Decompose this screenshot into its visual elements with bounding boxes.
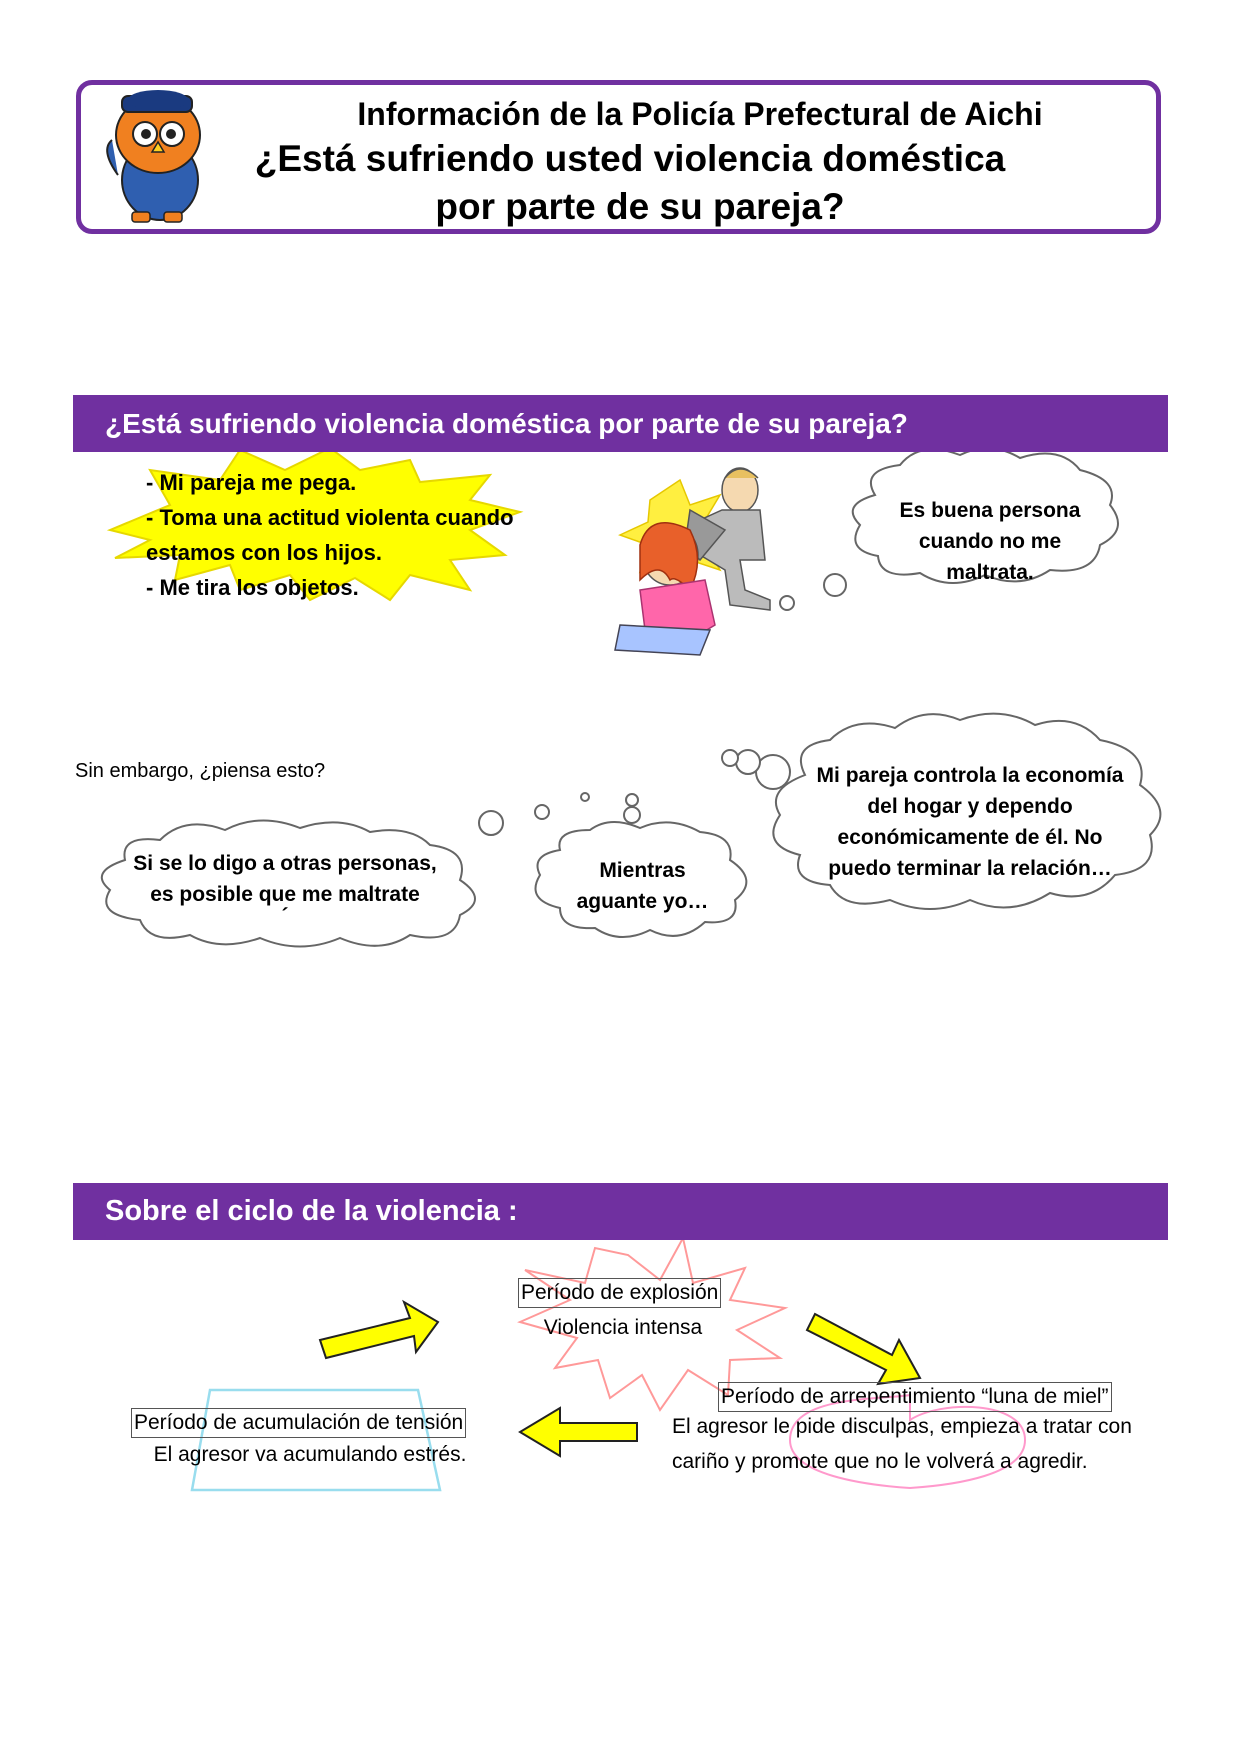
bubble-line: es posible que me maltrate — [150, 883, 420, 906]
bubble-middle-text — [560, 855, 725, 917]
bubble-line: puedo terminar la relación… — [828, 857, 1112, 880]
bubble-line: Es buena persona — [899, 499, 1081, 522]
list-item: - Toma una actitud violenta cuando — [146, 505, 514, 530]
trapezoid-shape — [192, 1390, 440, 1490]
section2-title-bar: Sobre el ciclo de la violencia : — [73, 1183, 1168, 1240]
bubble-line: aguante yo… — [576, 890, 709, 913]
tension-period-desc: El agresor va acumulando estrés. — [153, 1443, 467, 1466]
honeymoon-period-desc-line2: cariño y promote que no le volverá a agredir. — [672, 1450, 1088, 1473]
list-item: - Me tira los objetos. — [146, 575, 359, 600]
police-owl-mascot — [107, 90, 200, 222]
section1-title-bar: ¿Está sufriendo violencia doméstica por parte de su pareja? — [73, 395, 1168, 452]
honeymoon-period-desc-line1: El agresor le pide disculpas, empieza a tratar con — [672, 1415, 1132, 1438]
violence-illustration — [615, 468, 770, 655]
bubble-line: económicamente de él. No — [837, 826, 1103, 849]
bubble-line: Mi pareja controla la economía — [816, 764, 1124, 787]
bubble-top-right-text — [880, 495, 1100, 588]
bubble-line: cuando no me maltrata. — [918, 530, 1062, 584]
list-item: - Mi pareja me pega. — [146, 470, 357, 495]
list-item: estamos con los hijos. — [146, 540, 382, 565]
honeymoon-period-label: Período de arrepentimiento “luna de miel” — [718, 1382, 1112, 1412]
header-title-line2: por parte de su pareja? — [435, 186, 845, 227]
bubble-right-text — [800, 760, 1140, 884]
explosion-period-desc: Violencia intensa — [543, 1316, 703, 1339]
bubble-left-text — [125, 848, 445, 928]
bubble-line: ´ — [281, 905, 289, 928]
bubble-line: Mientras — [599, 859, 686, 882]
bubble-line: Si se lo digo a otras personas, — [133, 852, 437, 875]
header-title-line1: ¿Está sufriendo usted violencia doméstica — [254, 138, 1006, 179]
header-subtitle: Información de la Policía Prefectural de Aichi — [357, 96, 1043, 132]
explosion-period-label: Período de explosión — [518, 1278, 721, 1308]
tension-period-label: Período de acumulación de tensión — [131, 1408, 466, 1438]
question-text: Sin embargo, ¿piensa esto? — [75, 760, 326, 782]
bubble-line: del hogar y dependo — [867, 795, 1073, 818]
